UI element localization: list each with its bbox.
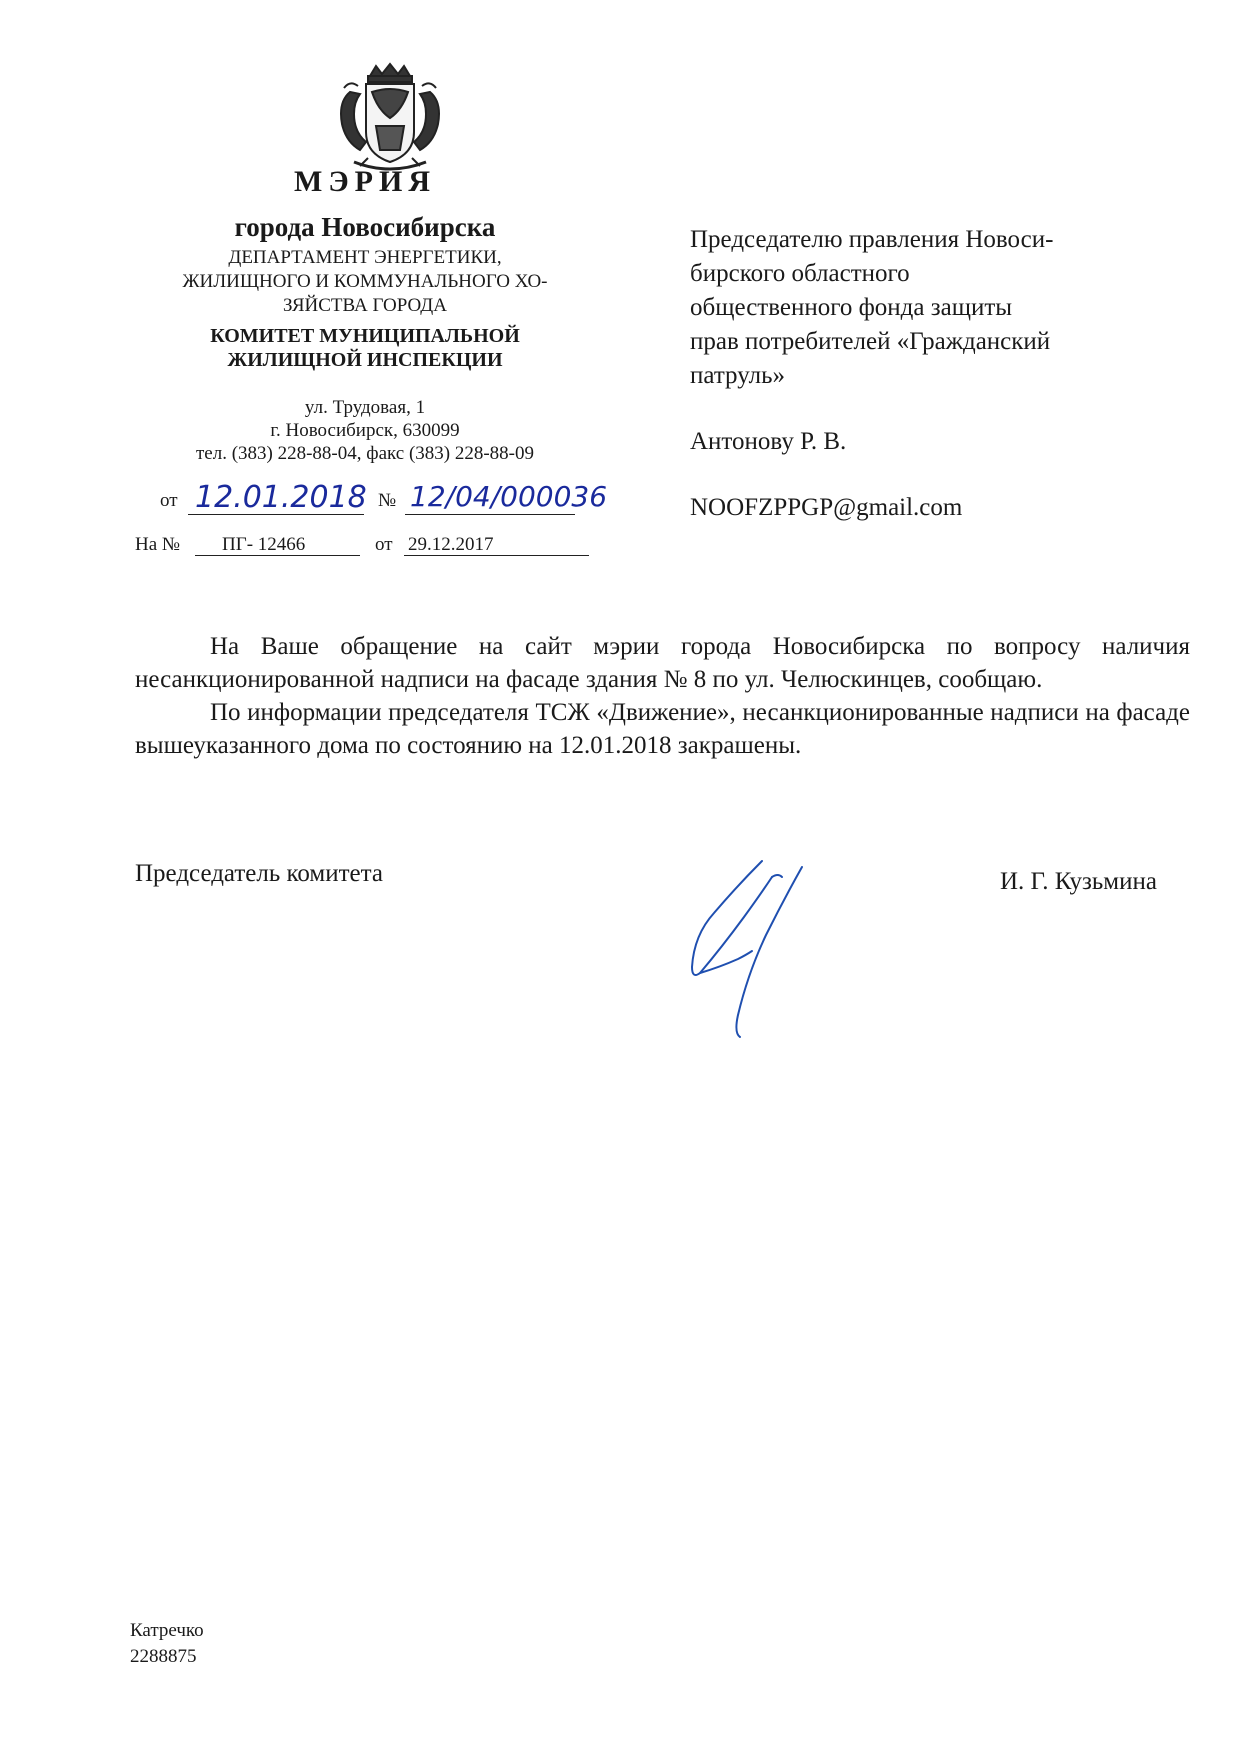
handwritten-number: 12/04/000036 <box>410 480 608 513</box>
reply-date-prefix: от <box>375 534 393 555</box>
department-line: ДЕПАРТАМЕНТ ЭНЕРГЕТИКИ, <box>228 247 502 268</box>
department-line: ЗЯЙСТВА ГОРОДА <box>283 295 447 316</box>
number-prefix: № <box>378 490 397 511</box>
handwritten-signature <box>680 855 820 1040</box>
addressee-block <box>690 223 1150 393</box>
street-address: ул. Трудовая, 1 <box>304 397 426 418</box>
city-title: города Новосибирска <box>234 212 496 242</box>
department-line: ЖИЛИЩНОГО И КОММУНАЛЬНОГО ХО- <box>182 271 548 292</box>
city-postcode: г. Новосибирск, 630099 <box>270 420 460 441</box>
phone-fax: тел. (383) 228-88-04, факс (383) 228-88-09 <box>195 443 535 464</box>
coat-of-arms-emblem <box>320 62 460 180</box>
executor-name: Катречко <box>130 1620 204 1641</box>
executor-phone: 2288875 <box>130 1646 197 1667</box>
addressee-name: Антонову Р. В. <box>690 428 847 455</box>
sender-address <box>150 396 580 465</box>
addressee-line: бирского областного <box>690 260 910 287</box>
handwritten-date: 12.01.2018 <box>195 480 367 515</box>
reply-prefix: На № <box>135 534 181 555</box>
signatory-position: Председатель комитета <box>135 860 383 887</box>
committee-line: ЖИЛИЩНОЙ ИНСПЕКЦИИ <box>227 349 503 371</box>
body-paragraph: По информации председателя ТСЖ «Движение», несанкционированные надписи на фасаде вышеуказанного дома по состоянию на 12.01.2018 закрашены. <box>135 699 1190 759</box>
date-prefix: от <box>160 490 178 511</box>
department-name <box>130 246 600 318</box>
body-paragraph: На Ваше обращение на сайт мэрии города Новосибирска по вопросу наличия несанкционированной надписи на фасаде здания № 8 по ул. Челюскинцев, сообщаю. <box>135 633 1190 693</box>
committee-line: КОМИТЕТ МУНИЦИПАЛЬНОЙ <box>210 325 520 347</box>
executor-block <box>130 1618 204 1670</box>
addressee-line: общественного фонда защиты <box>690 294 1013 321</box>
addressee-email: NOOFZPPGP@gmail.com <box>690 494 963 521</box>
reply-number: ПГ- 12466 <box>222 534 306 555</box>
letter-body <box>135 630 1190 762</box>
addressee-line: прав потребителей «Гражданский <box>690 328 1051 355</box>
number-underline <box>405 514 575 515</box>
addressee-line: патруль» <box>690 362 786 389</box>
reply-date: 29.12.2017 <box>408 534 494 555</box>
addressee-line: Председателю правления Новоси- <box>690 226 1054 253</box>
organization-title: МЭРИЯ <box>294 165 436 198</box>
committee-name <box>150 324 580 372</box>
signatory-name: И. Г. Кузьмина <box>1000 868 1157 895</box>
